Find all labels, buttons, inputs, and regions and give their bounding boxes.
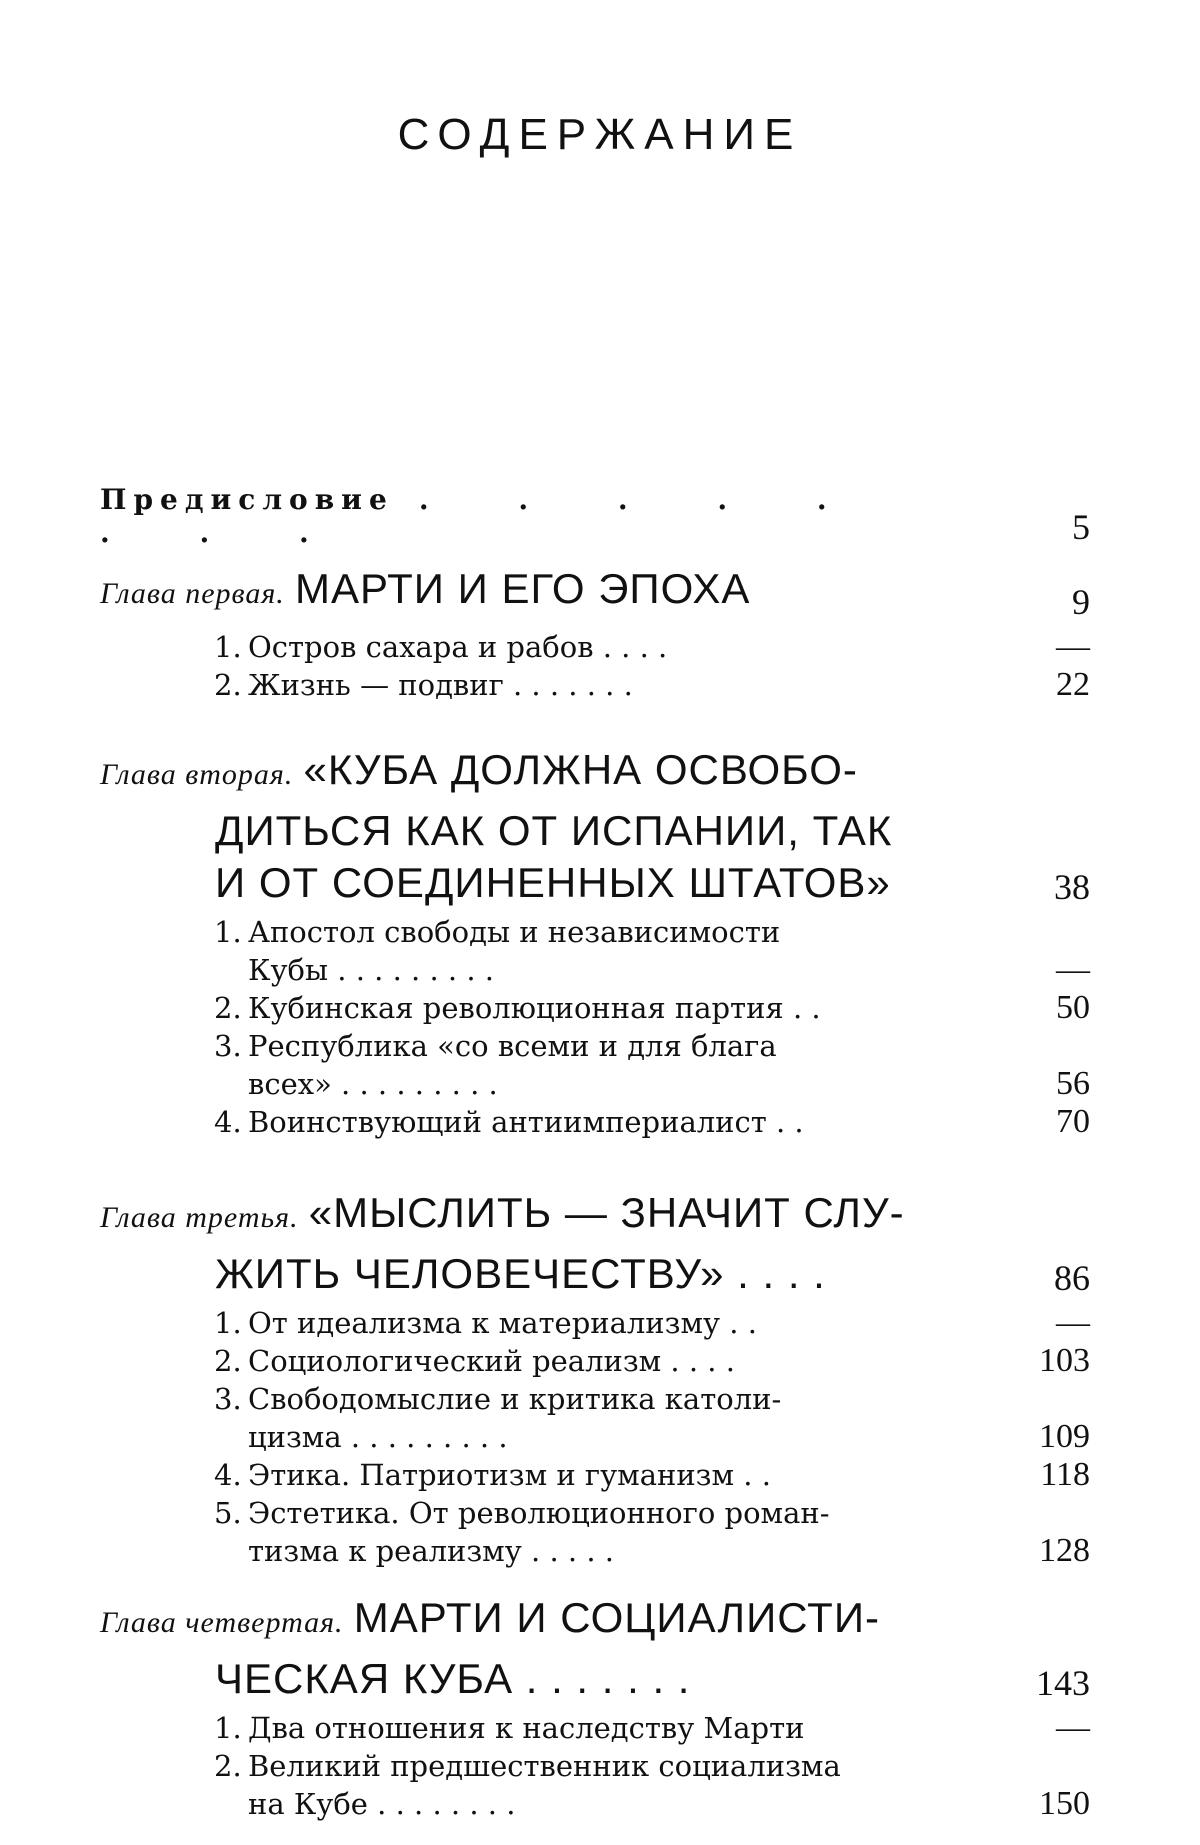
toc-chapter [100, 1592, 1090, 1823]
page-number: 143 [1036, 1663, 1090, 1703]
toc-chapter [100, 1187, 1090, 1570]
toc-section [214, 666, 1090, 704]
section-number: 2. [214, 668, 242, 702]
leader-dots: . . . . . . . . [100, 483, 867, 549]
page-number: 86 [1054, 1258, 1090, 1298]
toc-section [214, 1380, 1090, 1456]
section-title: Жизнь — подвиг . . . . . . . [248, 668, 633, 702]
section-title: Этика. Патриотизм и гуманизм . . [248, 1458, 771, 1492]
section-title: Воинствующий антиимпериалист . . [248, 1105, 804, 1139]
page-number: 50 [1056, 989, 1090, 1026]
toc-section [214, 1304, 1090, 1342]
chapter-title-line: ЧЕСКАЯ КУБА . . . . . . . [215, 1655, 691, 1702]
toc-section [214, 913, 1090, 989]
toc-chapter [100, 744, 1090, 1141]
chapter-prefix: Глава четвертая. [100, 1606, 344, 1639]
section-title: Великий предшественник социализма [248, 1749, 841, 1783]
page-title: СОДЕРЖАНИЕ [397, 110, 803, 159]
section-number: 1. [214, 1711, 242, 1745]
section-title: Республика «со всеми и для блага [248, 1029, 777, 1063]
toc-section [214, 1342, 1090, 1380]
chapter-title-line: МАРТИ И ЕГО ЭПОХА [294, 565, 751, 612]
toc-section [214, 1456, 1090, 1494]
section-number: 4. [214, 1458, 242, 1492]
section-number: 1. [214, 1306, 242, 1340]
section-number: 2. [214, 991, 242, 1025]
toc-section [214, 1027, 1090, 1103]
chapter-title-line: ЖИТЬ ЧЕЛОВЕЧЕСТВУ» . . . . [215, 1250, 826, 1297]
page-number: 103 [1039, 1342, 1090, 1379]
section-number: 1. [214, 915, 242, 949]
chapter-title-line: «КУБА ДОЛЖНА ОСВОБО- [303, 746, 858, 793]
page-number: — [1056, 628, 1090, 665]
section-title: Апостол свободы и независимости [248, 915, 781, 949]
section-number: 5. [214, 1496, 242, 1530]
toc-section [214, 989, 1090, 1027]
page-number: — [1056, 951, 1090, 988]
page-number: 9 [1072, 582, 1090, 622]
section-number: 3. [214, 1382, 242, 1416]
page-number: 5 [1072, 507, 1090, 547]
toc-section [214, 1103, 1090, 1141]
chapter-prefix: Глава третья. [100, 1201, 299, 1234]
page-number: — [1056, 1304, 1090, 1341]
section-number: 3. [214, 1029, 242, 1063]
page-number: — [1056, 1709, 1090, 1746]
section-title-cont: всех» . . . . . . . . . [248, 1067, 498, 1101]
section-title-cont: на Кубе . . . . . . . . [248, 1787, 516, 1821]
section-number: 4. [214, 1105, 242, 1139]
toc-section [214, 628, 1090, 666]
page-number: 128 [1039, 1532, 1090, 1569]
chapter-prefix: Глава первая. [100, 577, 285, 610]
chapter-title-line: МАРТИ И СОЦИАЛИСТИ- [353, 1594, 881, 1641]
chapter-title-line: ДИТЬСЯ КАК ОТ ИСПАНИИ, ТАК [215, 807, 893, 854]
page-number: 118 [1040, 1456, 1090, 1493]
toc-section [214, 1709, 1090, 1747]
page-number: 109 [1039, 1418, 1090, 1455]
toc-chapter [100, 563, 1090, 704]
chapter-title-line: «МЫСЛИТЬ — ЗНАЧИТ СЛУ- [308, 1189, 905, 1236]
section-title-cont: цизма . . . . . . . . . [248, 1420, 508, 1454]
section-title: Свободомыслие и критика католи- [248, 1382, 782, 1416]
section-title-cont: Кубы . . . . . . . . . [248, 953, 494, 987]
section-title: Два отношения к наследству Марти [248, 1711, 805, 1745]
toc-section [214, 1747, 1090, 1823]
page-number: 38 [1054, 867, 1090, 907]
section-number: 1. [214, 630, 242, 664]
chapter-prefix: Глава вторая. [100, 758, 294, 791]
page-number: 56 [1056, 1065, 1090, 1102]
section-title: Эстетика. От революционного роман- [248, 1496, 830, 1530]
chapter-title-line: И ОТ СОЕДИНЕННЫХ ШТАТОВ» [215, 859, 891, 906]
section-number: 2. [214, 1749, 242, 1783]
preface-label: Предисловие [100, 483, 394, 516]
page-number: 150 [1039, 1785, 1090, 1822]
section-title: Социологический реализм . . . . [248, 1344, 735, 1378]
section-title: От идеализма к материализму . . [248, 1306, 757, 1340]
section-title: Кубинская революционная партия . . [248, 991, 821, 1025]
page-number: 22 [1056, 666, 1090, 703]
section-title-cont: тизма к реализму . . . . . [248, 1534, 614, 1568]
toc-entry-preface [100, 483, 1090, 549]
table-of-contents [100, 483, 1090, 1841]
toc-section [214, 1494, 1090, 1570]
section-number: 2. [214, 1344, 242, 1378]
page-number: 70 [1056, 1103, 1090, 1140]
section-title: Остров сахара и рабов . . . . [248, 630, 668, 664]
